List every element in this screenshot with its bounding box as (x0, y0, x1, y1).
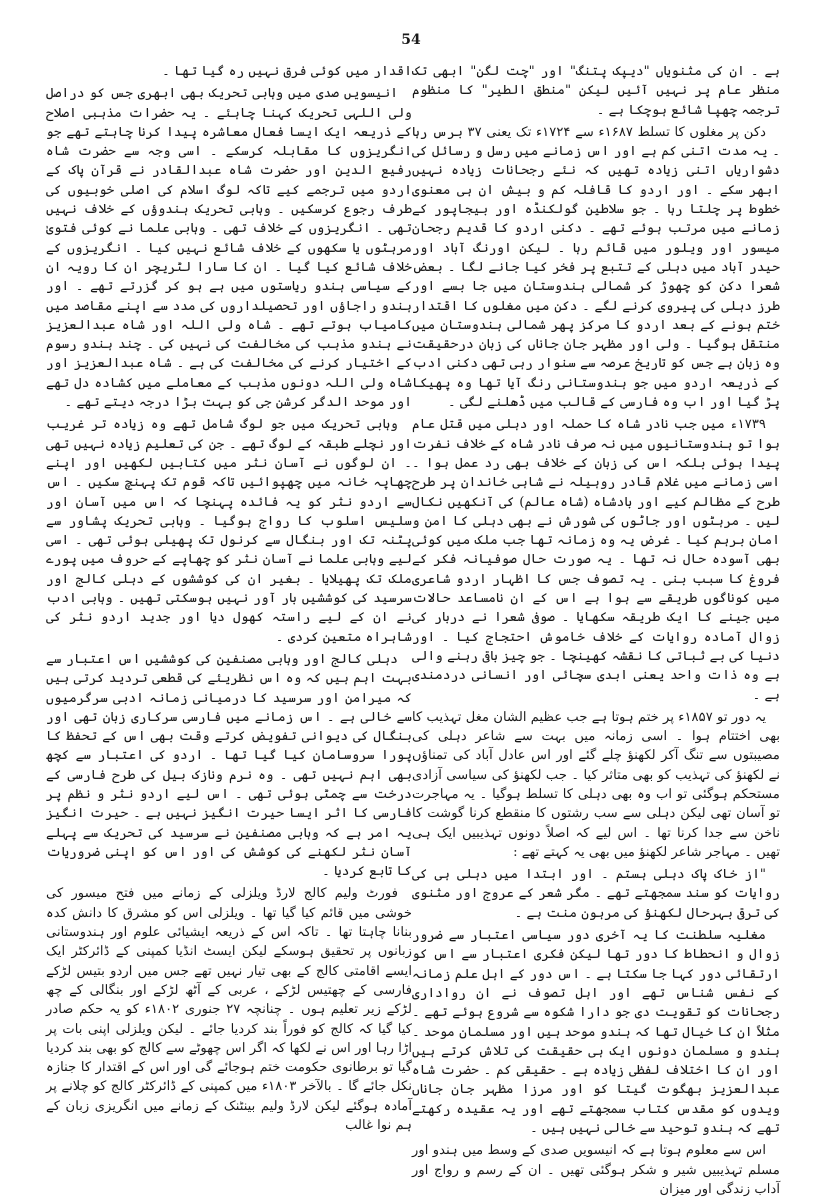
paragraph: ۱۷۳۹ء میں جب نادر شاہ کا حملہ اور دہلی میں قتل عام ہوا تو ہندوستانیوں میں نہ صرف نادر شاہ کے خلاف نفرت پیدا ہوئی بلکہ اس کی زبان کے خلاف بھی رد عمل ہوا ۔ اسی زمانے میں غلام قادر روہیلہ نے شاہی خاندان پر طرح طرح کے مظالم کیے اور بادشاہ (شاہ عالم) کی آنکھیں نکال لیں ۔ مرہٹوں اور جاٹوں کی شورش نے بھی دہلی کا امن و امان برہم کیا ۔ غرض یہ وہ زمانہ تھا جب ملک میں کوئی بھی آسودہ حال نہ تھا ۔ یہ صورت حال صوفیانہ فکر کے فروغ کا سبب بنی ۔ یہ تصوف جس کا اظہار اردو شاعری میں کوناگوں طریقے سے ہوا ہے اس کے ان نامساعد حالات میں جینے کا ایک طریقہ سکھایا ۔ صوفی شعرا نے دربار کی زوال آمادہ روایات کے خلاف خاموش احتجاج کیا ۔ اور دنیا کی بے ثباتی کا نقشہ کھینچا ۔ جو چیز باقی رہنے والی ہے وہ ذات واحد یعنی ابدی سچائی اور انسانی دردمندی ہے ۔ (412, 417, 780, 703)
left-column (46, 62, 412, 1138)
paragraph: انیسویں صدی میں وہابی تحریک بھی ابھری جس کو دراصل ولی اللہی تحریک کہنا چاہئے ۔ یہ حضرات مذہبی اصلاح کے ذریعہ ایک ایسا فعال معاشرہ پیدا کرنا چاہتے تھے جو انگریزوں کا مقابلہ کرسکے ۔ اسی وجہ سے حضرت شاہ رفیع الدین اور حضرت شاہ عبدالقادر نے قرآن پاک کے اردو میں ترجمے کیے تاکہ لوگ اسلام کی اصلی خوبیوں کی طرف رجوع کرسکیں ۔ وہابی تحریک ہندوؤں کے خلاف نہیں تھی ۔ انگریزوں کے خلاف تھی ۔ وہابی علما نے کوئی فتویٰ مرہٹوں یا سکھوں کے خلاف شائع نہیں کیا ۔ انگریزوں کے خلاف شائع کیا گیا ۔ ان کا سارا لٹریچر ان کا رویہ ان کے سیاسی ہندو ریاستوں میں ہے ہو کر گزرتے تھے ۔ اور ہندو راجاؤں اور تحصیلداروں کی مدد سے اپنے مقاصد میں کامیاب ہوتے تھے ۔ شاہ ولی اللہ اور شاہ عبدالعزیز نے ہندو مذہب کی مخالفت کی نہیں کی ۔ چند ہندو رسوم کے اختیار کرنے کی مخالفت کی ہے ۔ شاہ عبدالعزیز اور شاہ ولی اللہ دونوں مذہب کے معاملے میں کشادہ دل تھے اور موحد الدگر کرشن جی کو بہت بڑا درجہ دیتے تھے ۔ (46, 86, 412, 411)
paragraph: فورٹ ولیم کالج لارڈ ویلزلی کے زمانے میں فتح میسور کی خوشی میں قائم کیا گیا تھا ۔ ویلزلی اس کو مشرق کا دانش کدہ بنانا چاہتا تھا ۔ تاکہ اس کے ذریعہ ایشیائی علوم اور ہندوستانی زبانوں پر تحقیق ہوسکے لیکن ایسٹ انڈیا کمپنی کے ڈائرکٹر ایک ایسے اقامتی کالج کے بھی تیار نہیں تھے جس میں اردو بتیس لڑکے فارسی کے چھتیس لڑکے ، عربی کے آٹھ لڑکے اور بنگالی کے چھ لڑکے زیر تعلیم ہوں ۔ چنانچہ ۲۷ جنوری ۱۸۰۲ء کو یہ حکم صادر کیا گیا کہ کالج کو فوراً بند کردیا جائے ۔ لیکن ویلزلی اپنی بات پر اڑا رہا اور اس نے لکھا کہ اگر اس چھوٹے سے کالج کو بھی بند کردیا گیا تو برطانوی حکومت ختم ہوجائے گی اور اس کے اقتدار کا جنازہ نکل جائے گا ۔ بالآخر ۱۸۰۳ء میں کمپنی کے ڈائرکٹر کالج کو چلانے پر آمادہ ہوگئے لیکن لارڈ ولیم بینٹنک کے زمانے میں انگریزی زبان کے ہم نوا غالب (46, 886, 412, 1134)
right-column (412, 62, 780, 1202)
paragraph: اس سے معلوم ہوتا ہے کہ انیسویں صدی کے وسط میں ہندو اور مسلم تہذیبیں شیر و شکر ہوگئی تھیں ۔ ان کے رسم و رواج اور آداب زندگی اور میزان (412, 1143, 780, 1197)
paragraph: وہابی تحریک میں جو لوگ شامل تھے وہ زیادہ تر غریب اور نچلے طبقہ کے لوگ تھے ۔ جن کی تعلیم زیادہ نہیں تھی ۔ ان لوگوں نے آسان نثر میں کتابیں لکھیں اور اپنے چھاپہ خانہ میں چھپوائیں تاکہ قوم تک پہنچ سکیں ۔ اس سے اردو نثر کو یہ فائدہ پہنچا کہ اس میں آسان اور سلیس اسلوب کا رواج ہوگیا ۔ وہابی تحریک پشاور سے پٹنہ تک اور بنگال سے کرنول تک پھیلی ہوئی تھی ۔ اسی لیے وہابی علما نے آسان نثر کو چھاپے کے حروف میں پورے ملک تک پھیلایا ۔ بغیر ان کی کوششوں کے دہلی کالج اور سرسید کی کوششیں بار آور نہیں ہوسکتی تھیں ۔ وہابی ادب نے ان کے لیے راستہ کھول دیا اور جدید اردو نثر کی شاہراہ متعین کردی ۔ (46, 417, 412, 645)
paragraph: دکن پر مغلوں کا تسلط ۱۶۸۷ء سے ۱۷۲۴ء تک یعنی ۳۷ برس رہا ۔ یہ مدت اتنی کم ہے اور اس زمانے میں رسل و رسائل کی دشواریاں اتنی زیادہ تھیں کہ نئے رجحانات زیادہ نہیں ابھر سکے ۔ اور اردو کا قافلہ کم و بیش ان ہی معنوی خطوط پر چلتا رہا ۔ جو سلاطین گولکنڈہ اور بیجاپور کے زمانے میں مرتب ہوئے تھے ۔ دکنی اردو کا قدیم رجحان میسور اور ویلور میں قائم رہا ۔ لیکن اورنگ آباد اور حیدر آباد میں دہلی کے تتبع پر فخر کیا جانے لگا ۔ بعض شعرا دکن کو چھوڑ کر شمالی ہندوستان میں جا بسے اور طرز دہلی کی پیروی کرنے لگے ۔ دکن میں مغلوں کا اقتدار ختم ہونے کے بعد اردو کا مرکز پھر شمالی ہندوستان میں منتقل ہوگیا ۔ ولی اور مظہر جان جاناں کی زبان درحقیقت وہ زبان ہے جس کو تاریخ عرصہ سے سنوار رہی تھی دکنی ادب کے ذریعہ اردو میں جو ہندوستانی رنگ آیا تھا وہ پھیکا پڑ گیا اور اب وہ فارسی کے قالب میں ڈھلنے لگی ۔ (412, 124, 780, 411)
paragraph: اقدار میں کوئی فرق نہیں رہ گیا تھا ۔ (162, 64, 412, 79)
page-number: 54 (401, 32, 421, 48)
paragraph: مغلیہ سلطنت کا یہ آخری دور سیاسی اعتبار سے ضرور زوال و انحطاط کا دور تھا لیکن فکری اعتبار سے اس کو ارتقائی دور کہا جا سکتا ہے ۔ اس دور کے اہل علم زمانہ کے نفس شناس تھے اور اہل تصوف نے ان رواداری رجحانات کو تقویت دی جو دارا شکوہ سے شروع ہوئے تھے ۔ مثلاً ان کا خیال تھا کہ ہندو موحد ہیں اور مسلمان موحد ۔ ہندو و مسلمان دونوں ایک ہی حقیقت کی تلاش کرتے ہیں اور ان کا اختلاف لفظی زیادہ ہے ۔ حقیقی کم ۔ حضرت شاہ عبدالعزیز بھگوت گیتا کو اور مرزا مظہر جان جاناں ویدوں کو مقدس کتاب سمجھتے تھے اور یہ عقیدہ رکھتے تھے کہ ہندو توحید سے خالی نہیں ہیں ۔ (412, 928, 780, 1137)
paragraph: دہلی کالج اور وہابی مصنفین کی کوششیں اس اعتبار سے بہت اہم ہیں کہ وہ اس نظریئے کی قطعی تردید کرتی ہیں کہ میرامن اور سرسید کا درمیانی زمانہ ادبی سرگرمیوں سے خالی ہے ۔ اس زمانے میں فارسی سرکاری زبان تھی اور بنگال کی دیوانی تفویض کرتے وقت بھی اس کے تحفظ کا پورا سروسامان کیا گیا تھا ۔ اردو کی اعتبار سے کچھ بھی اہم نہیں تھی ۔ وہ نرم ونازک بیل کی طرح فارسی کے درخت سے چمٹی ہوئی تھی ۔ اس لیے اردو نثر و نظم پر فارسی کا اثر ایسا حیرت انگیز نہیں ہے ۔ حیرت انگیز یہ امر ہے کہ وہابی مصنفین نے سرسید کی تحریک سے پہلے آسان نثر لکھنے کی کوشش کی اور اس کو اپنی ضروریات کا تابع کردیا ۔ (46, 651, 412, 880)
paragraph: ہے ۔ ان کی مثنویاں "دیپک پتنگ" اور "چت لگن" ابھی تک منظر عام پر نہیں آئیں لیکن "منطق الطیر" کا منظوم ترجمہ چھپا شائع ہوچکا ہے ۔ (412, 64, 780, 118)
paragraph: یہ دور تو ۱۸۵۷ء پر ختم ہوتا ہے جب عظیم الشان مغل تہذیب کا بھی اختتام ہوا ۔ اسی زمانہ میں بہت سے شاعر دہلی کی مصیبتوں سے تنگ آکر لکھنؤ چلے گئے اور اس عادل آباد کی تمناؤں نے لکھنؤ کی تہذیب کو بھی متاثر کیا ۔ جب لکھنؤ کی سیاسی آزادی مستحکم ہوگئی تو اب وہ بھی دہلی کا تسلط ہوگیا ۔ یہ مہاجرت تو آسان تھی لیکن دہلی سے سب رشتوں کا منقطع کرنا گوشت کا ناخن سے جدا کرنا تھا ۔ اس لیے کہ اصلاً دونوں تہذیبیں ایک ہی تھیں ۔ مہاجر شاعر لکھنؤ میں بھی یہ کہتے تھے : (412, 709, 780, 860)
quoted-paragraph: "از خاک پاک دہلی ہستم ۔ اور ابتدا میں دہلی ہی کی روایات کو سند سمجھتے تھے ۔ مگر شعر کے عروج اور مثنوی کی ترقی بہرحال لکھنؤ کی مرہون منت ہے ۔ (412, 867, 780, 921)
